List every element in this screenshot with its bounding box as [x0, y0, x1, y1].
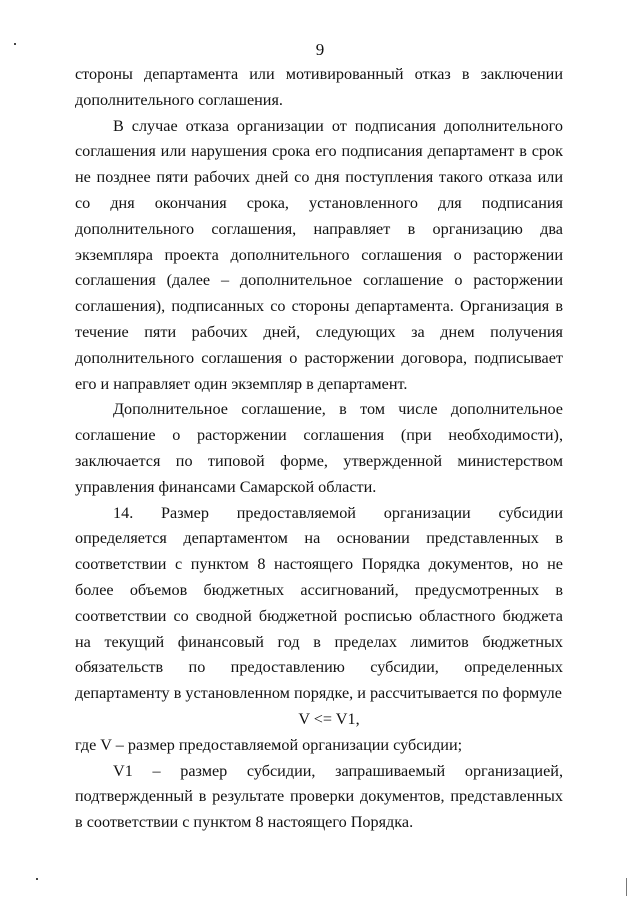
scan-speck: [36, 878, 38, 880]
scan-edge-mark: [626, 878, 627, 896]
scan-speck: [14, 43, 16, 45]
paragraph-14-subsidy-size: 14. Размер предоставляемой организации субсидии определяется департаментом на основании представленных в соответствии с пунктом 8 настоящего Порядка документов, но не более объемов бюджетных ассигнований, предусмотренных в соответствии со сводной бюджетной росписью областного бюджета на текущий финансовый год в пределах лимитов бюджетных обязательств по предоставлению субсидии, определенных департаменту в установленном порядке, и рассчитывается по формуле: [75, 503, 563, 703]
document-body: [75, 62, 563, 836]
page-number: 9: [315, 40, 325, 59]
paragraph-additional-agreement: Дополнительное соглашение, в том числе дополнительное соглашение о расторжении соглашения (при необходимости), заключается по типовой форме, утвержденной министерством управления финансами Самарской области.: [75, 400, 563, 496]
subsidy-formula: V <= V1,: [298, 709, 360, 728]
paragraph-continuation: стороны департамента или мотивированный отказ в заключении дополнительного соглашения.: [75, 65, 563, 109]
formula-where-line: где V – размер предоставляемой организации субсидии;: [75, 735, 463, 754]
paragraph-refusal: В случае отказа организации от подписания дополнительного соглашения или нарушения срока его подписания департамент в срок не позднее пяти рабочих дней со дня поступления такого отказа или со дня окончания срока, установленного для подписания дополнительного соглашения, направляет в организацию два экземпляра проекта дополнительного соглашения о расторжении соглашения (далее – дополнительное соглашение о расторжении соглашения), подписанных со стороны департамента. Организация в течение пяти рабочих дней, следующих за днем получения дополнительного соглашения о расторжении договора, подписывает его и направляет один экземпляр в департамент.: [75, 116, 563, 393]
formula-v1-definition: V1 – размер субсидии, запрашиваемый организацией, подтвержденный в результате проверки документов, представленных в соответствии с пунктом 8 настоящего Порядка.: [75, 761, 563, 832]
